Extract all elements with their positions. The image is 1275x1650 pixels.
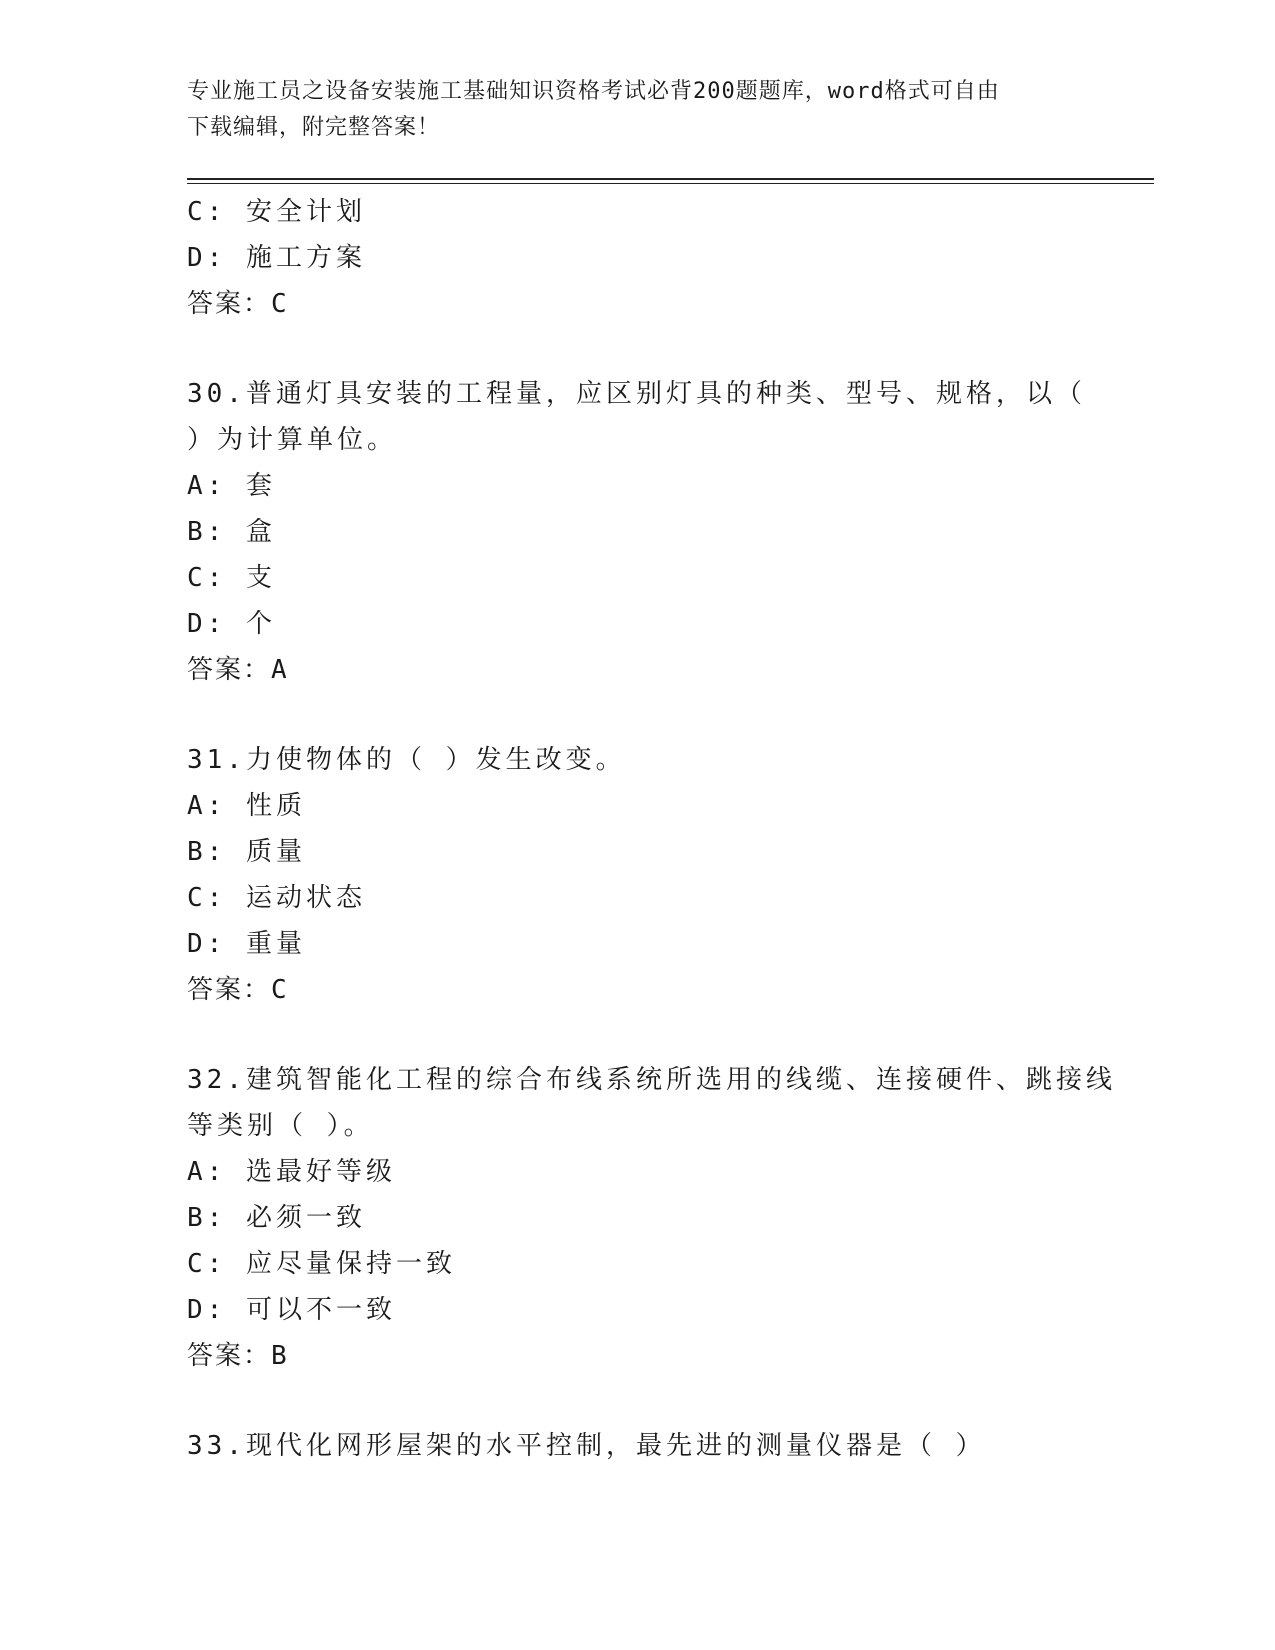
- header-divider-thin: [187, 183, 1154, 184]
- option-a: A: 性质: [187, 791, 306, 821]
- option-d: D: 施工方案: [187, 243, 366, 273]
- option-d: D: 个: [187, 609, 276, 639]
- question-stem-line: 31.力使物体的（ ）发生改变。: [187, 745, 626, 775]
- option-c: C: 安全计划: [187, 197, 366, 227]
- question-30: [187, 371, 1087, 693]
- question-stem-line: 32.建筑智能化工程的综合布线系统所选用的线缆、连接硬件、跳接线: [187, 1065, 1116, 1095]
- question-stem-line: ）为计算单位。: [187, 425, 398, 455]
- document-header: [187, 74, 1087, 146]
- answer-line: 答案：C: [187, 975, 289, 1005]
- question-32: [187, 1057, 1116, 1379]
- header-line-1: 专业施工员之设备安装施工基础知识资格考试必背200题题库，word格式可自由: [187, 79, 1000, 104]
- option-b: B: 质量: [187, 837, 306, 867]
- question-29-continued: [187, 189, 1087, 327]
- question-stem-line: 30.普通灯具安装的工程量，应区别灯具的种类、型号、规格，以（: [187, 379, 1086, 409]
- option-c: C: 运动状态: [187, 883, 366, 913]
- header-divider-thick: [187, 178, 1154, 180]
- option-c: C: 应尽量保持一致: [187, 1249, 456, 1279]
- question-33: [187, 1423, 1087, 1469]
- question-list: [187, 189, 1116, 1469]
- option-d: D: 可以不一致: [187, 1295, 396, 1325]
- option-d: D: 重量: [187, 929, 306, 959]
- answer-line: 答案：A: [187, 655, 289, 685]
- question-31: [187, 737, 1087, 1013]
- option-a: A: 套: [187, 471, 276, 501]
- option-c: C: 支: [187, 563, 276, 593]
- header-line-2: 下载编辑，附完整答案！: [187, 115, 441, 140]
- question-stem-line: 33.现代化网形屋架的水平控制，最先进的测量仪器是（ ）: [187, 1431, 986, 1461]
- option-b: B: 盒: [187, 517, 276, 547]
- option-b: B: 必须一致: [187, 1203, 366, 1233]
- option-a: A: 选最好等级: [187, 1157, 396, 1187]
- answer-line: 答案：B: [187, 1341, 289, 1371]
- answer-line: 答案：C: [187, 289, 289, 319]
- question-stem-line: 等类别（ ）。: [187, 1111, 374, 1141]
